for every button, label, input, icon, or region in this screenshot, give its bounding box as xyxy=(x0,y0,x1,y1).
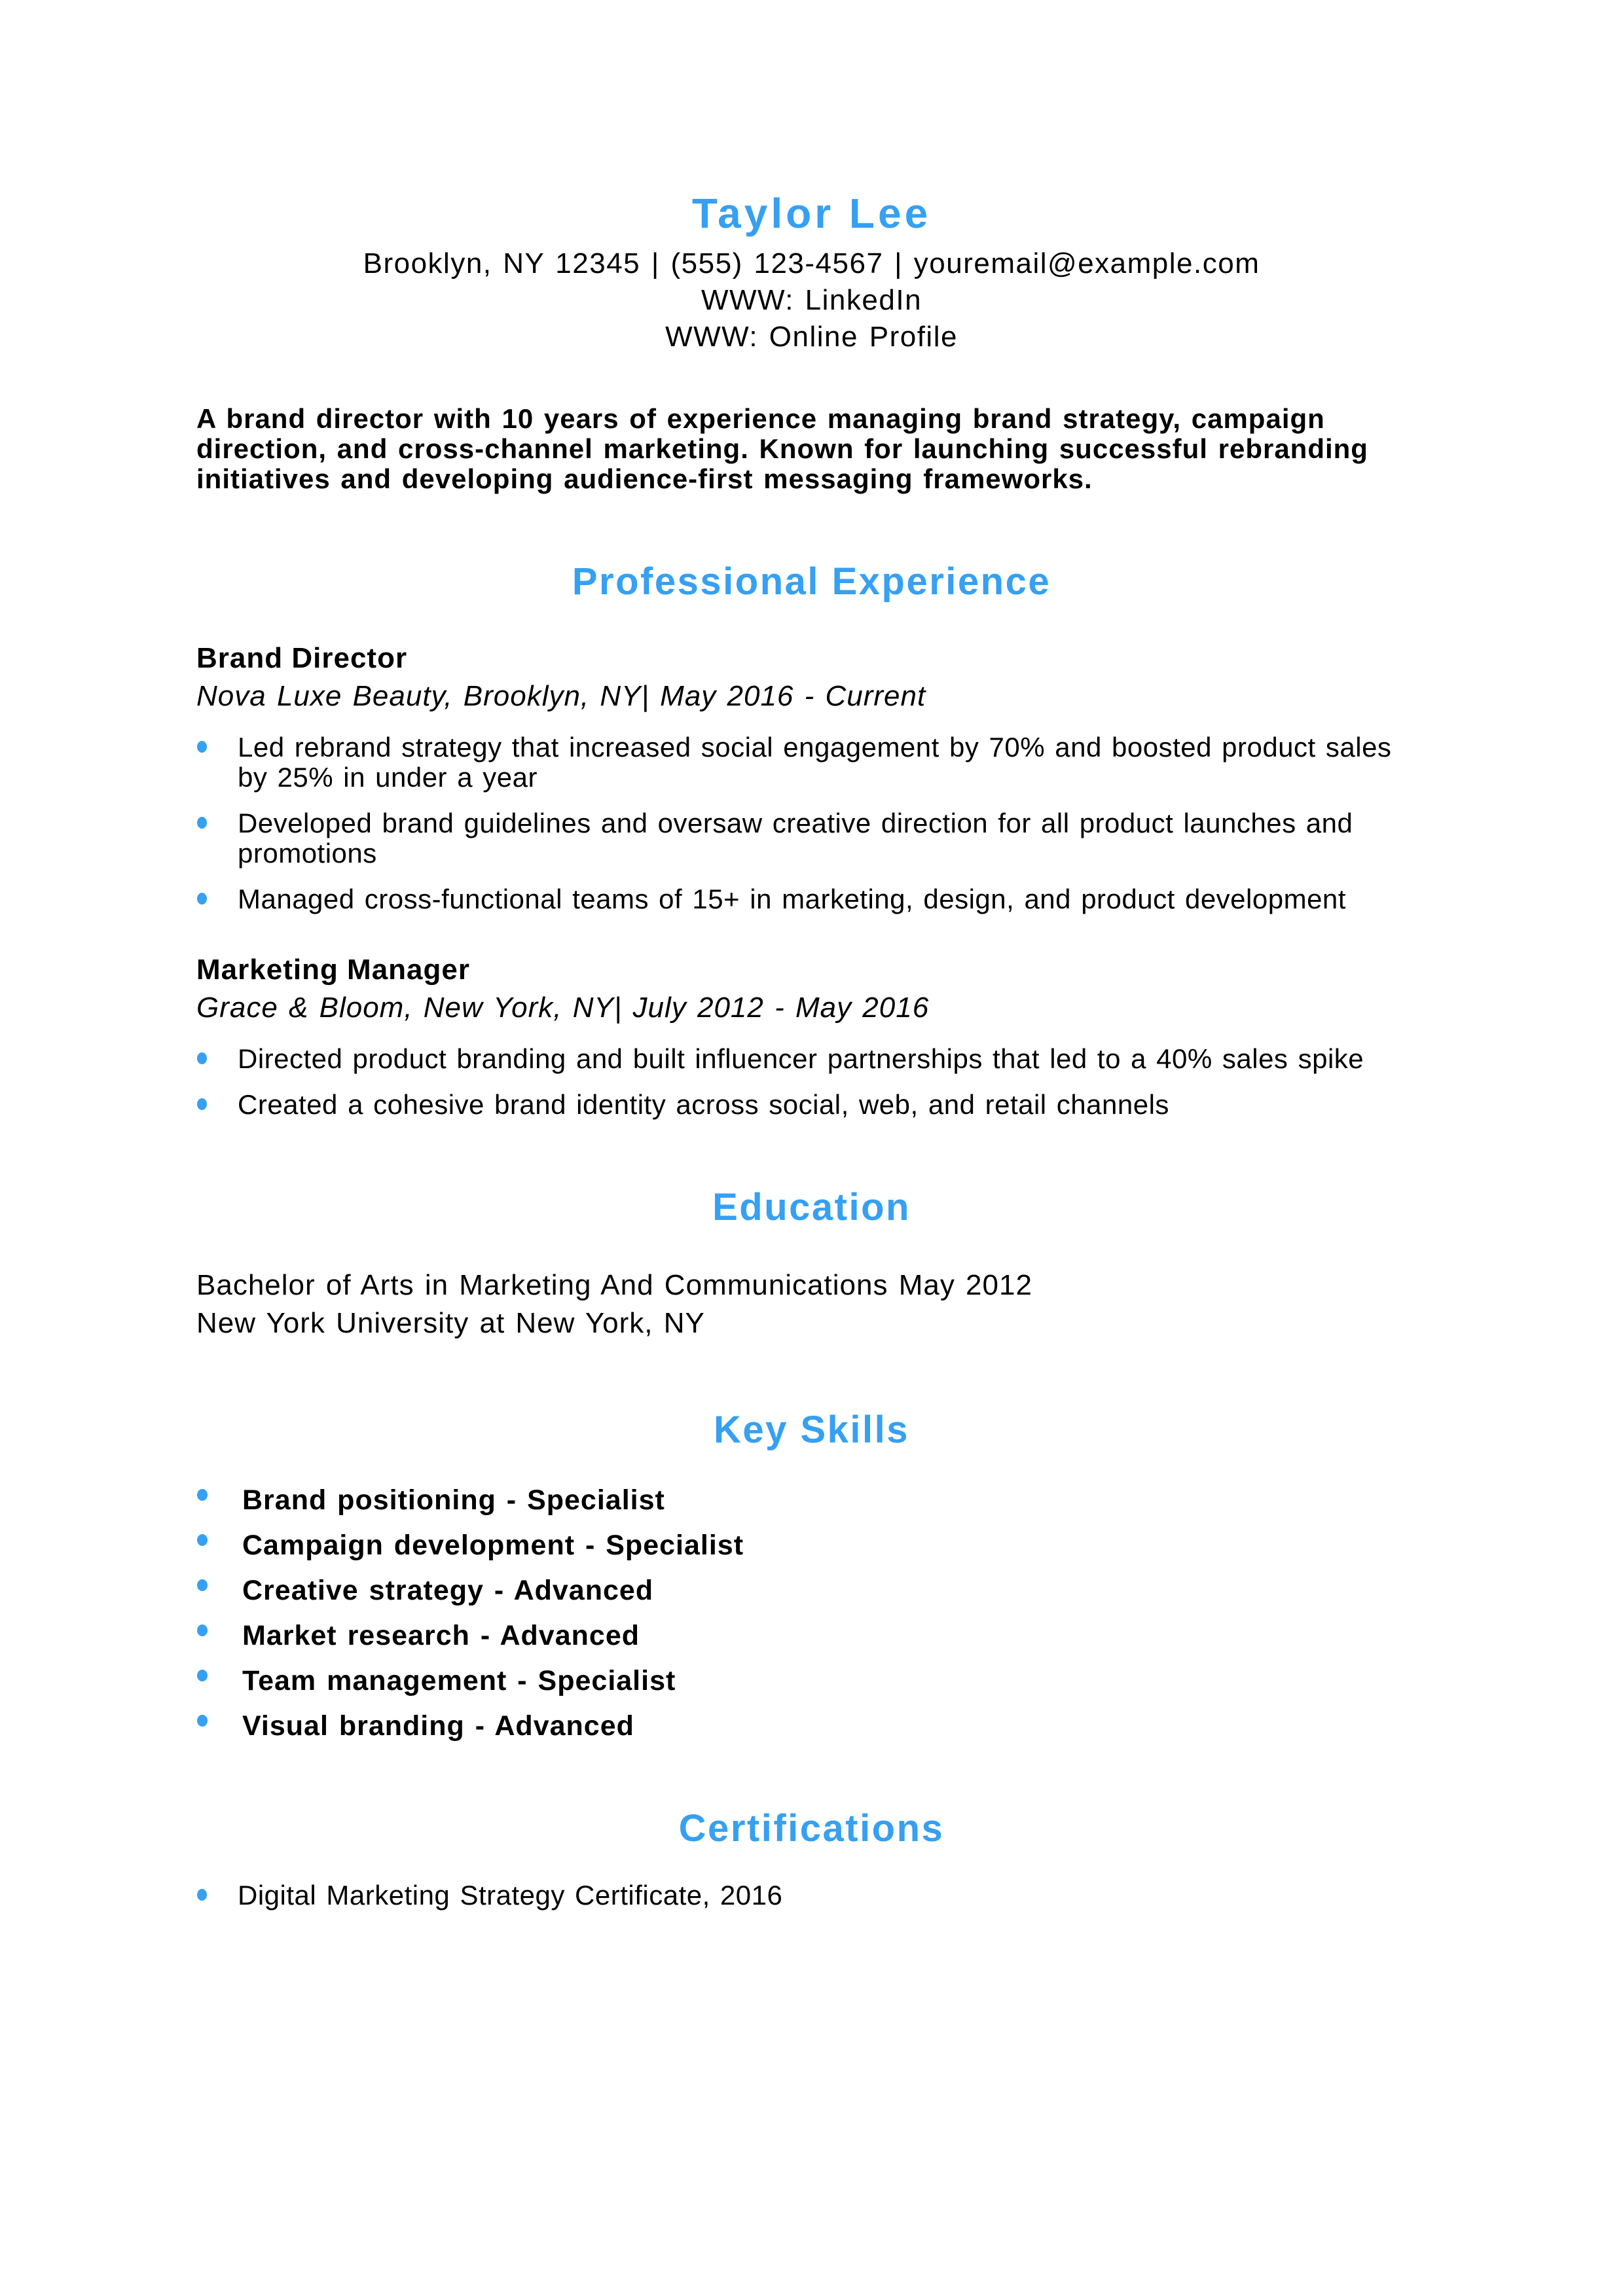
certifications-list xyxy=(196,1880,1427,1910)
job-entry xyxy=(196,951,1427,1120)
job-bullet-text: Led rebrand strategy that increased social engagement by 70% and boosted product sales by 25% in under a year xyxy=(238,731,1392,793)
job-bullet xyxy=(196,1044,1427,1074)
skill-item-text: Visual branding - Advanced xyxy=(242,1710,634,1742)
skill-item xyxy=(196,1485,1427,1515)
skill-item-text: Team management - Specialist xyxy=(242,1664,676,1696)
bullet-dot-icon xyxy=(197,1098,207,1110)
skill-item-text: Campaign development - Specialist xyxy=(242,1529,744,1561)
contact-link-linkedin: WWW: LinkedIn xyxy=(701,284,922,317)
bullet-dot-icon xyxy=(197,1579,208,1591)
job-bullet xyxy=(196,808,1427,869)
skill-item xyxy=(196,1575,1427,1605)
education-school-line: New York University at New York, NY xyxy=(196,1306,705,1339)
bullet-dot-icon xyxy=(197,893,207,905)
skill-item xyxy=(196,1530,1427,1560)
job-role: Brand Director xyxy=(196,641,408,674)
job-company-line: Nova Luxe Beauty, Brooklyn, NY| May 2016 - Current xyxy=(196,679,926,712)
bullet-dot-icon xyxy=(197,1534,208,1546)
bullet-dot-icon xyxy=(197,817,207,829)
education-block xyxy=(196,1266,1427,1342)
job-bullet-text: Directed product branding and built influencer partnerships that led to a 40% sales spike xyxy=(238,1043,1364,1074)
professional-summary: A brand director with 10 years of experience managing brand strategy, campaign direction, and cross-channel marketing. Known for launching successful rebranding initiatives and developing audience-first messaging frameworks. xyxy=(196,403,1368,495)
bullet-dot-icon xyxy=(197,741,207,753)
job-entry xyxy=(196,639,1427,914)
bullet-dot-icon xyxy=(197,1715,208,1727)
bullet-dot-icon xyxy=(197,1489,208,1501)
resume-name: Taylor Lee xyxy=(691,190,932,237)
skill-item xyxy=(196,1621,1427,1651)
section-title-education: Education xyxy=(712,1185,911,1229)
job-bullet-text: Managed cross-functional teams of 15+ in marketing, design, and product development xyxy=(238,883,1346,914)
skill-item-text: Brand positioning - Specialist xyxy=(242,1484,665,1516)
section-title-skills: Key Skills xyxy=(713,1408,910,1451)
bullet-dot-icon xyxy=(197,1052,207,1064)
job-role: Marketing Manager xyxy=(196,953,470,986)
certification-item xyxy=(196,1880,1427,1910)
job-bullet xyxy=(196,732,1427,793)
section-title-experience: Professional Experience xyxy=(572,560,1051,603)
bullet-dot-icon xyxy=(197,1624,208,1636)
job-bullet xyxy=(196,884,1427,914)
job-bullet-text: Developed brand guidelines and oversaw creative direction for all product launches and promotions xyxy=(238,807,1353,869)
bullet-dot-icon xyxy=(197,1889,207,1901)
section-title-certifications: Certifications xyxy=(678,1806,945,1850)
contact-link-online-profile: WWW: Online Profile xyxy=(665,321,958,353)
skill-item xyxy=(196,1666,1427,1696)
skills-list xyxy=(196,1485,1427,1741)
job-bullet-text: Created a cohesive brand identity across social, web, and retail channels xyxy=(238,1088,1169,1120)
skill-item xyxy=(196,1711,1427,1741)
contact-line: Brooklyn, NY 12345 | (555) 123-4567 | youremail@example.com xyxy=(363,247,1260,280)
education-degree-line: Bachelor of Arts in Marketing And Communications May 2012 xyxy=(196,1268,1032,1301)
skill-item-text: Creative strategy - Advanced xyxy=(242,1574,654,1606)
job-bullet xyxy=(196,1090,1427,1120)
job-bullet-list xyxy=(196,732,1427,914)
certification-item-text: Digital Marketing Strategy Certificate, 2016 xyxy=(238,1880,783,1911)
bullet-dot-icon xyxy=(197,1670,208,1681)
contact-block xyxy=(196,245,1427,355)
skill-item-text: Market research - Advanced xyxy=(242,1619,640,1651)
job-bullet-list xyxy=(196,1044,1427,1120)
job-company-line: Grace & Bloom, New York, NY| July 2012 - May 2016 xyxy=(196,991,930,1024)
